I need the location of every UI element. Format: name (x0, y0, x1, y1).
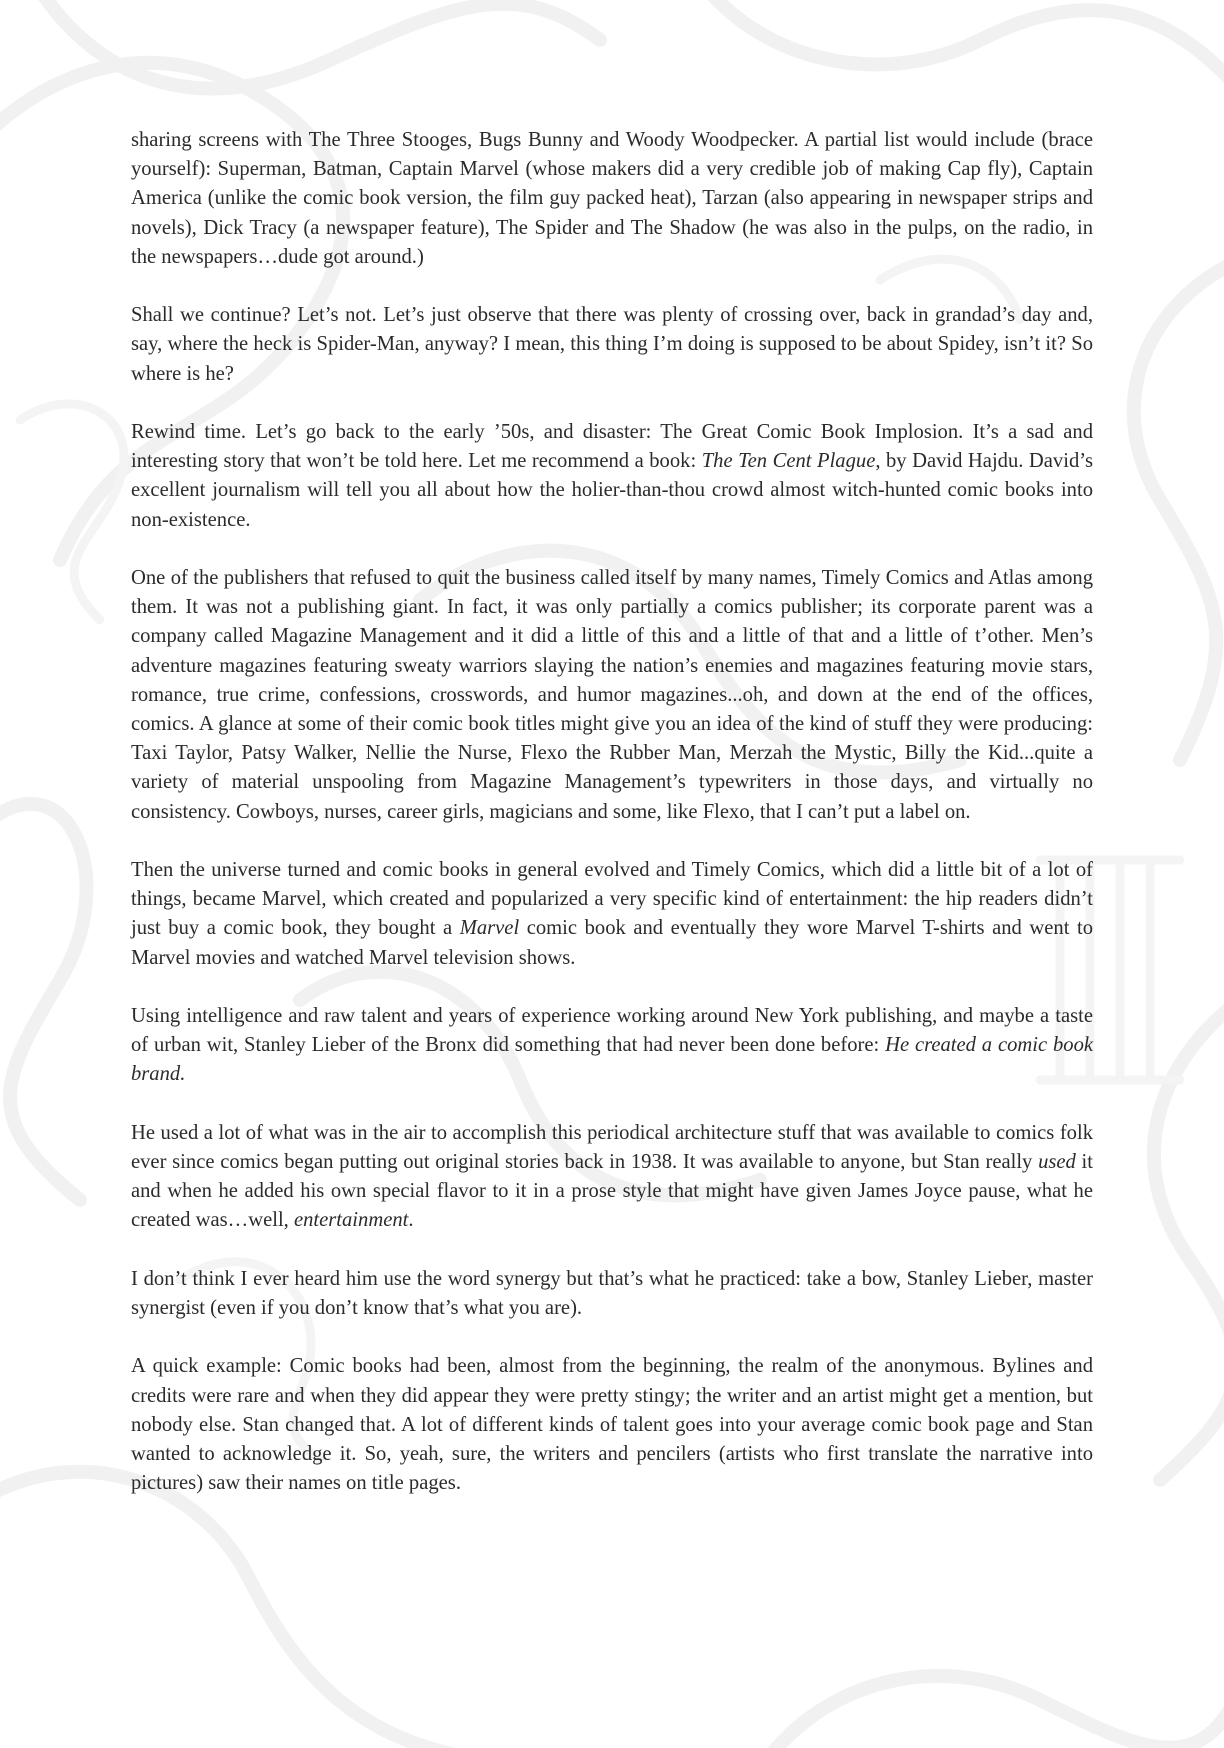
paragraph (131, 1265, 1093, 1323)
paragraph (131, 1002, 1093, 1090)
paragraph (131, 1119, 1093, 1236)
paragraph (131, 856, 1093, 973)
paragraph-text: Shall we continue? Let’s not. Let’s just observe that there was plenty of crossing over, back in grandad’s day and, say, where the heck is Spider-Man, anyway? I mean, this thing I’m doing is supposed to be about Spidey, isn’t it? So where is he? (131, 304, 1093, 385)
paragraph-text: . (408, 1209, 414, 1232)
paragraph-text: sharing screens with The Three Stooges, Bugs Bunny and Woody Woodpecker. A partial list would include (brace yourself): Superman, Batman, Captain Marvel (whose makers did a very credible job of making Cap fly), Captain America (unlike the comic book version, the film guy packed heat), Tarzan (also appearing in newspaper strips and novels), Dick Tracy (a newspaper feature), The Spider and The Shadow (he was also in the pulps, on the radio, in the newspapers…dude got around.) (131, 129, 1093, 268)
paragraph-text: Rewind time. Let’s go back to the early ’50s, and disaster: The Great Comic Book Implosion. It’s a sad and interesting story that won’t be told here. Let me recommend a book: (131, 421, 1093, 473)
italic-text: used (1038, 1151, 1076, 1174)
paragraph-text: One of the publishers that refused to quit the business called itself by many names, Timely Comics and Atlas among them. It was not a publishing giant. In fact, it was only partially a comics publisher; its corporate parent was a company called Magazine Management and it did a little of this and a little of that and a little of t’other. Men’s adventure magazines featuring sweaty warriors slaying the nation’s enemies and magazines featuring movie stars, romance, true crime, confessions, crosswords, and humor magazines...oh, and down at the end of the offices, comics. A glance at some of their comic book titles might give you an idea of the kind of stuff they were producing: Taxi Taylor, Patsy Walker, Nellie the Nurse, Flexo the Rubber Man, Merzah the Mystic, Billy the Kid...quite a variety of material unspooling from Magazine Management’s typewriters in those days, and virtually no consistency. Cowboys, nurses, career girls, magicians and some, like Flexo, that I can’t put a label on. (131, 567, 1093, 823)
document-body (131, 126, 1093, 1528)
paragraph (131, 564, 1093, 827)
paragraph (131, 301, 1093, 389)
paragraph-text: I don’t think I ever heard him use the word synergy but that’s what he practiced: take a bow, Stanley Lieber, master synergist (even if you don’t know that’s what you are). (131, 1267, 1093, 1320)
paragraph-text: Then the universe turned and comic books in general evolved and Timely Comics, which did a little bit of a lot of things, became Marvel, which created and popularized a very specific kind of entertainment: the hip readers didn’t just buy a comic book, they bought a (131, 859, 1093, 940)
italic-text: Marvel (459, 917, 520, 940)
paragraph-text: Using intelligence and raw talent and years of experience working around New York publishing, and maybe a taste of urban wit, Stanley Lieber of the Bronx did something that had never been done before: (131, 1005, 1093, 1057)
paragraph (131, 418, 1093, 535)
italic-text: He created a comic book brand. (131, 1034, 1094, 1086)
paragraph-text: it and when he added his own special flavor to it in a prose style that might have given James Joyce pause, what he created was…well, (131, 1151, 1093, 1232)
paragraph (131, 126, 1093, 272)
italic-text: entertainment (293, 1209, 409, 1232)
paragraph-text: , by David Hajdu. David’s excellent journalism will tell you all about how the holier-than-thou crowd almost witch-hunted comic books into non-existence. (131, 450, 1093, 531)
paragraph (131, 1352, 1093, 1498)
italic-text: The Ten Cent Plague (701, 450, 876, 473)
paragraph-text: comic book and eventually they wore Marvel T-shirts and went to Marvel movies and watched Marvel television shows. (131, 917, 1093, 969)
paragraph-text: He used a lot of what was in the air to accomplish this periodical architecture stuff that was available to comics folk ever since comics began putting out original stories back in 1938. It was available to anyone, but Stan really (131, 1121, 1093, 1174)
paragraph-text: A quick example: Comic books had been, almost from the beginning, the realm of the anonymous. Bylines and credits were rare and when they did appear they were pretty stingy; the writer and an artist might get a mention, but nobody else. Stan changed that. A lot of different kinds of talent goes into your average comic book page and Stan wanted to acknowledge it. So, yeah, sure, the writers and pencilers (artists who first translate the narrative into pictures) saw their names on title pages. (131, 1355, 1093, 1495)
